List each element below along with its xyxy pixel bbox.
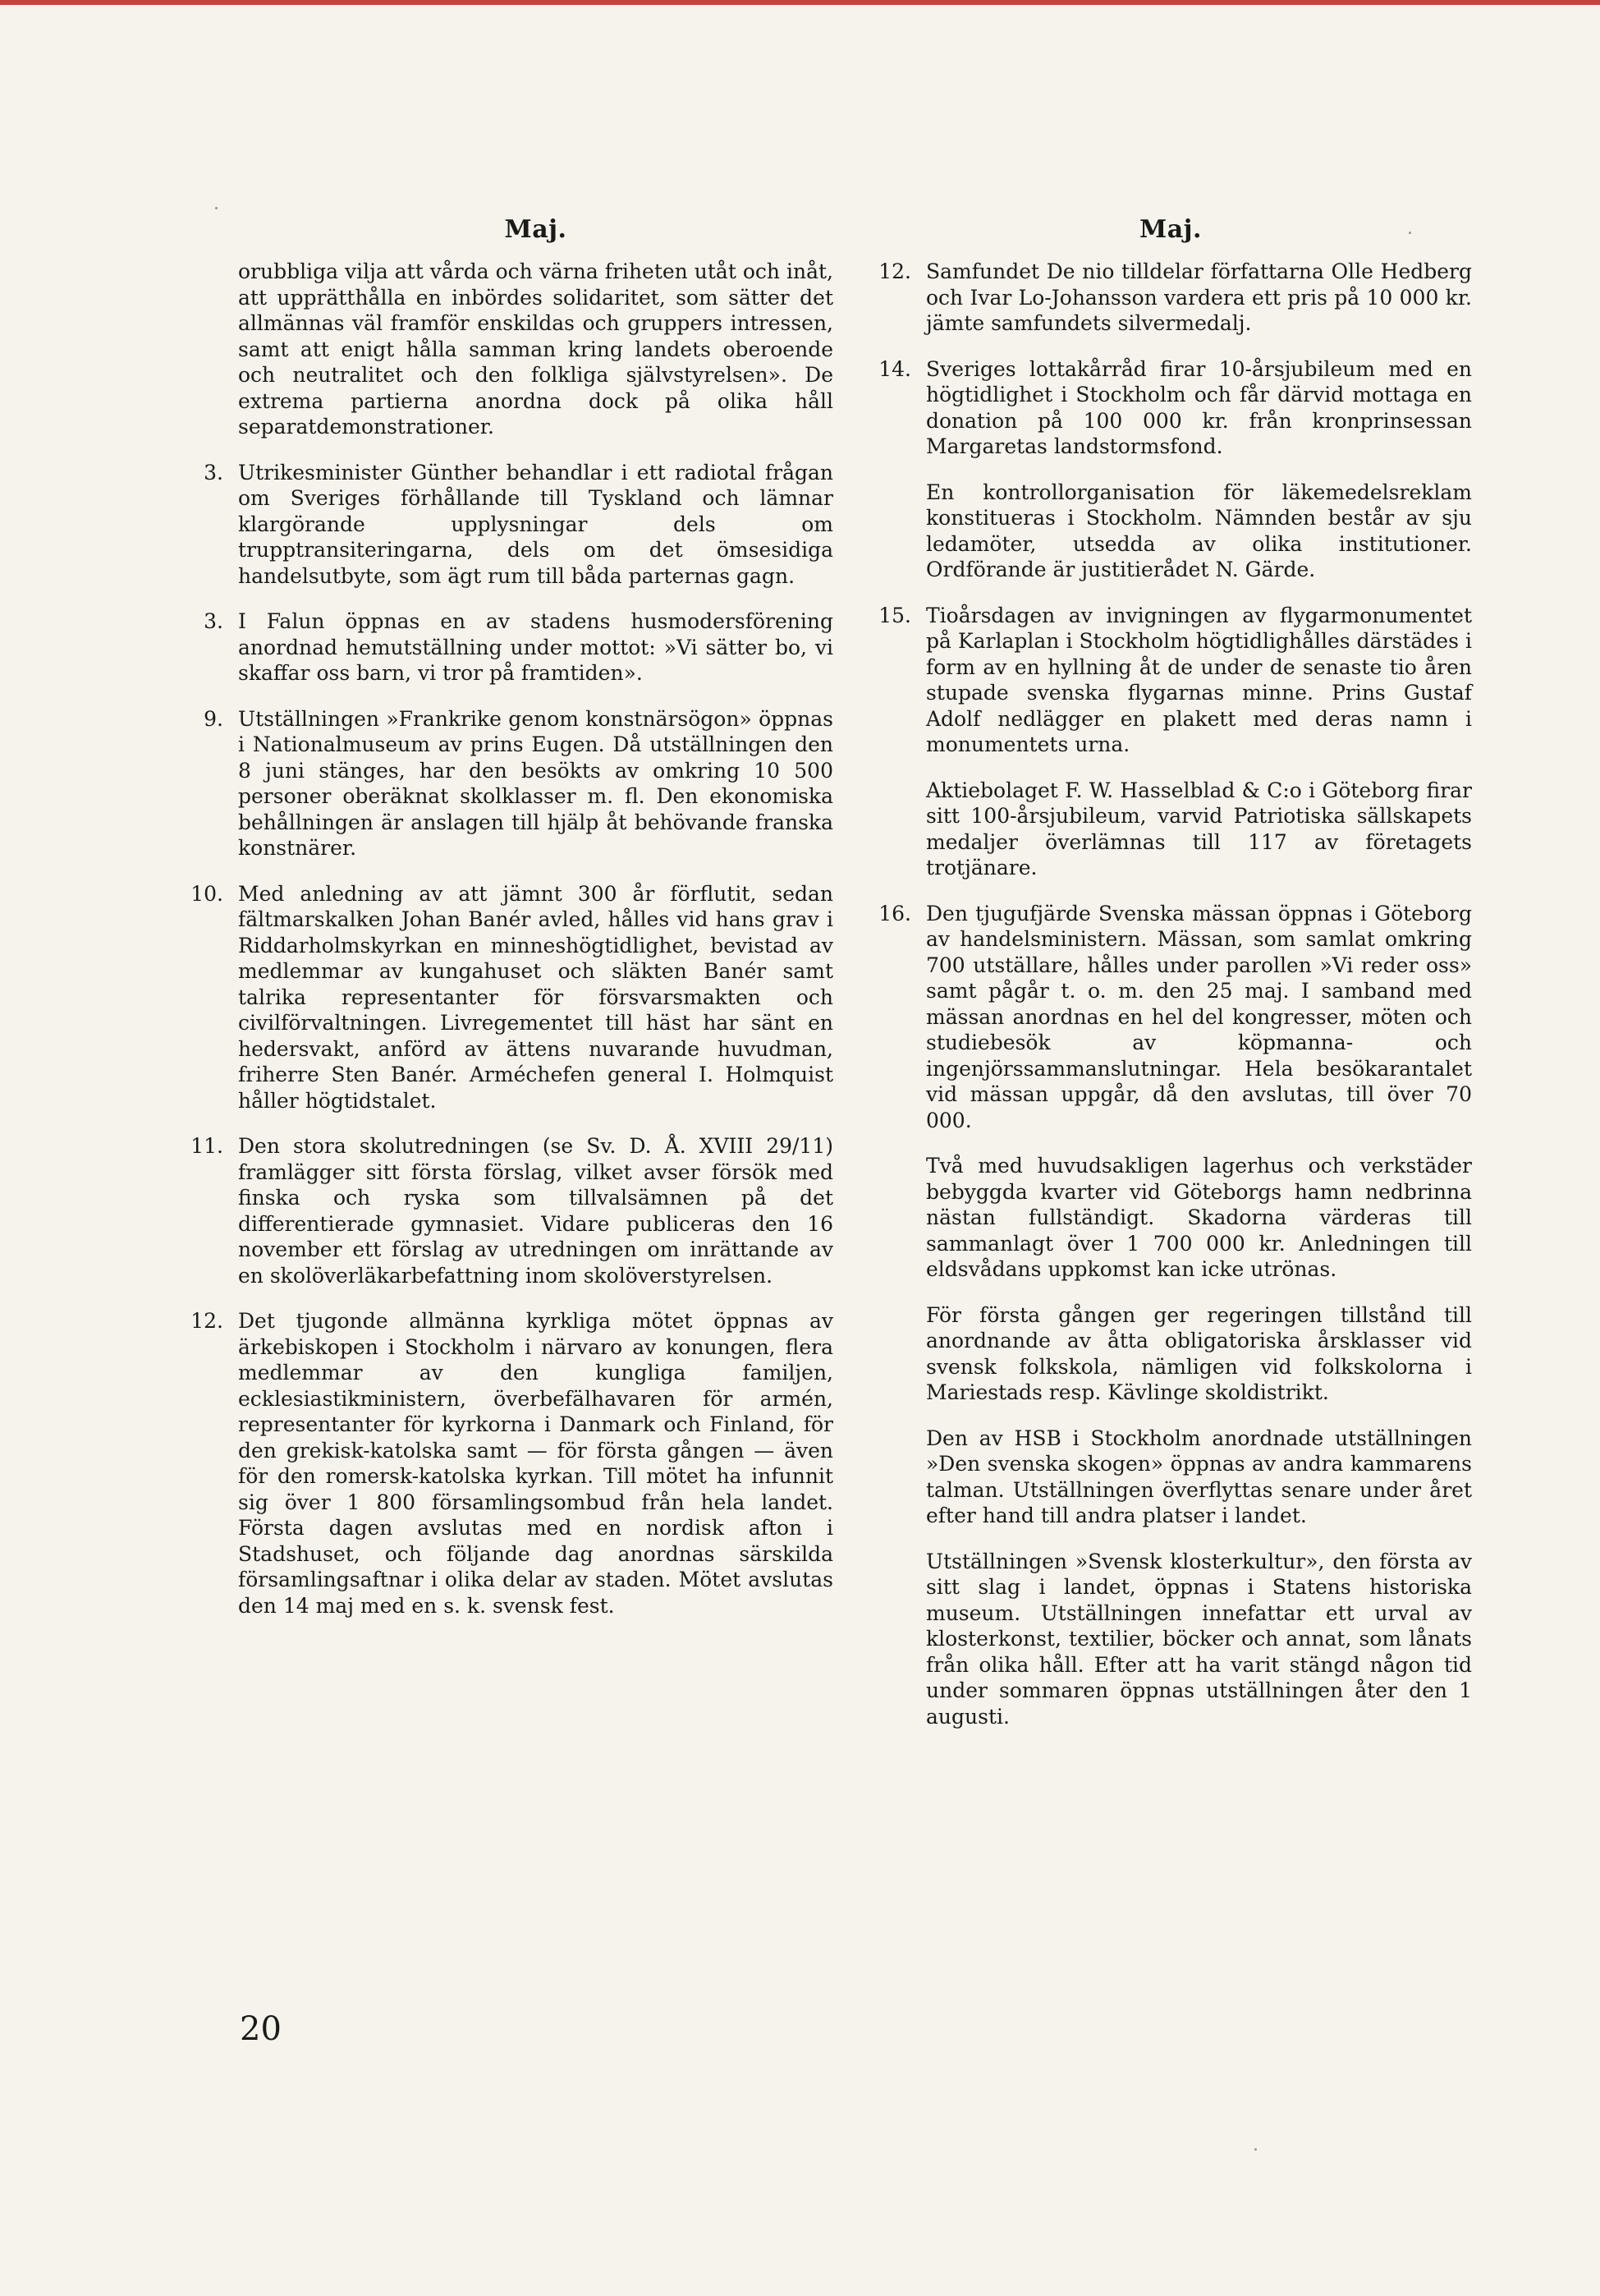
entry-day: 3. (204, 609, 223, 633)
left-entry-0 (238, 259, 833, 440)
entry-text: Med anledning av att jämnt 300 år förflutit, sedan fältmarskalken Johan Banér avled, hålles vid hans grav i Riddarholmskyrkan en minneshögtidlighet, bevistad av medlemmar av kungahuset och släkten Banér samt talrika representanter för försvarsmakten och civilförvaltningen. Livregementet till häst har sänt en hedersvakt, anförd av ättens nuvarande huvudman, friherre Sten Banér. Arméchefen general I. Holmquist håller högtidstalet. (238, 881, 833, 1113)
entry-text: Den av HSB i Stockholm anordnade utställningen »Den svenska skogen» öppnas av andra kammarens talman. Utställningen överflyttas senare under året efter hand till andra platser i landet. (926, 1426, 1472, 1527)
paper-speck (215, 207, 218, 209)
entry-text: Utrikesminister Günther behandlar i ett radiotal frågan om Sveriges förhållande till Tyskland och lämnar klargörande upplysningar dels om trupptransiteringarna, dels om det ömsesidiga handelsutbyte, som ägt rum till båda parternas gagn. (238, 460, 833, 588)
right-column (878, 215, 1472, 1749)
entry-text: För första gången ger regeringen tillstånd till anordnande av åtta obligatoriska årsklasser vid svensk folkskola, nämligen vid folkskolorna i Mariestads resp. Kävlinge skoldistrikt. (926, 1302, 1472, 1404)
right-entry-6 (926, 1153, 1472, 1283)
left-entry-2 (204, 608, 833, 687)
left-month-heading: Maj. (504, 215, 567, 244)
entry-day: 16. (878, 901, 911, 925)
entry-day: 9. (204, 706, 223, 731)
entry-text: orubbliga vilja att vårda och värna friheten utåt och inåt, att upprätthålla en inbördes solidaritet, som sätter det allmännas väl framför enskildas och gruppers intressen, samt att enigt hålla samman kring landets oberoende och neutralitet och den folkliga självstyrelsen». De extrema partierna anordna dock på olika håll separatdemonstrationer. (238, 259, 833, 439)
entry-text: I Falun öppnas en av stadens husmodersförening anordnad hemutställning under mottot: »Vi sätter bo, vi skaffar oss barn, vi tror på framtiden». (238, 609, 833, 685)
top-edge-rule (0, 0, 1600, 5)
entry-text: Utställningen »Frankrike genom konstnärsögon» öppnas i Nationalmuseum av prins Eugen. Då utställningen den 8 juni stänges, har den besökts av omkring 10 500 personer oberäknat skolklasser m. fl. Den ekonomiska behållningen är anslagen till hjälp åt behövande franska konstnärer. (238, 706, 833, 860)
entry-text: Två med huvudsakligen lagerhus och verkstäder bebyggda kvarter vid Göteborgs hamn nedbrinna nästan fullständigt. Skadorna värderas till sammanlagt över 1 700 000 kr. Anledningen till eldsvådans uppkomst kan icke utrönas. (926, 1154, 1472, 1281)
left-column (190, 215, 833, 1638)
entry-day: 12. (878, 259, 911, 283)
paper-speck (1409, 232, 1411, 234)
paper-speck (1254, 2148, 1257, 2151)
entry-day: 12. (190, 1309, 223, 1333)
right-entry-0 (878, 259, 1472, 337)
right-entry-8 (926, 1426, 1472, 1529)
right-entry-9 (926, 1549, 1472, 1730)
right-entry-7 (926, 1302, 1472, 1406)
entry-day: 3. (204, 460, 223, 484)
entry-day: 10. (190, 881, 223, 906)
left-entry-1 (204, 460, 833, 590)
entry-text: Sveriges lottakårråd firar 10-årsjubileum med en högtidlighet i Stockholm och får därvid mottaga en donation på 100 000 kr. från kronprinsessan Margaretas landstormsfond. (926, 356, 1472, 458)
left-entry-3 (204, 706, 833, 861)
entry-day: 14. (878, 356, 911, 381)
entry-day: 11. (190, 1134, 223, 1158)
entry-text: En kontrollorganisation för läkemedelsreklam konstitueras i Stockholm. Nämnden består av sju ledamöter, utsedda av olika institutioner. Ordförande är justitierådet N. Gärde. (926, 480, 1472, 581)
right-entry-4 (926, 778, 1472, 881)
left-entry-5 (190, 1133, 833, 1288)
entry-text: Samfundet De nio tilldelar författarna Olle Hedberg och Ivar Lo-Johansson vardera ett pris på 10 000 kr. jämte samfundets silvermedalj. (926, 259, 1472, 335)
entry-text: Det tjugonde allmänna kyrkliga mötet öppnas av ärkebiskopen i Stockholm i närvaro av konungen, flera medlemmar av den kungliga familjen, ecklesiastikministern, överbefälhavaren för armén, representanter för kyrkorna i Danmark och Finland, för den grekisk-katolska samt — för första gången — även för den romersk-katolska kyrkan. Till mötet ha infunnit sig över 1 800 församlingsombud från hela landet. Första dagen avslutas med en nordisk afton i Stadshuset, och följande dag anordnas särskilda församlingsaftnar i olika delar av staden. Mötet avslutas den 14 maj med en s. k. svensk fest. (238, 1309, 833, 1618)
right-month-heading: Maj. (1139, 215, 1202, 244)
right-entry-3 (878, 603, 1472, 758)
entry-text: Tioårsdagen av invigningen av flygarmonumentet på Karlaplan i Stockholm högtidlighålles därstädes i form av en hyllning åt de under de senaste tio åren stupade svenska flygarnas minne. Prins Gustaf Adolf nedlägger en plakett med deras namn i monumentets urna. (926, 603, 1472, 756)
entry-text: Den tjugufjärde Svenska mässan öppnas i Göteborg av handelsministern. Mässan, som samlat omkring 700 utställare, hålles under parollen »Vi reder oss» samt pågår t. o. m. den 25 maj. I samband med mässan anordnas en hel del kongresser, möten och studiebesök av köpmanna- och ingenjörssammanslutningar. Hela besökarantalet vid mässan uppgår, då den avslutas, till över 70 000. (926, 901, 1472, 1132)
entry-text: Den stora skolutredningen (se Sv. D. Å. XVIII 29/11) framlägger sitt första förslag, vilket avser försök med finska och ryska som tillvalsämnen på det differentierade gymnasiet. Vidare publiceras den 16 november ett förslag av utredningen om inrättande av en skolöverläkarbefattning inom skolöverstyrelsen. (238, 1134, 833, 1288)
entry-text: Aktiebolaget F. W. Hasselblad & C:o i Göteborg firar sitt 100-årsjubileum, varvid Patriotiska sällskapets medaljer överlämnas till 117 av företagets trotjänare. (926, 778, 1472, 879)
right-entry-5 (878, 901, 1472, 1134)
page-number: 20 (240, 2010, 282, 2048)
right-entry-2 (926, 480, 1472, 583)
entry-day: 15. (878, 603, 911, 627)
left-entry-6 (190, 1308, 833, 1619)
left-entry-4 (190, 881, 833, 1114)
right-entry-1 (878, 356, 1472, 460)
entry-text: Utställningen »Svensk klosterkultur», den första av sitt slag i landet, öppnas i Statens historiska museum. Utställningen innefattar ett urval av klosterkonst, textilier, böcker och annat, som lånats från olika håll. Efter att ha varit stängd någon tid under sommaren öppnas utställningen åter den 1 augusti. (926, 1549, 1472, 1729)
